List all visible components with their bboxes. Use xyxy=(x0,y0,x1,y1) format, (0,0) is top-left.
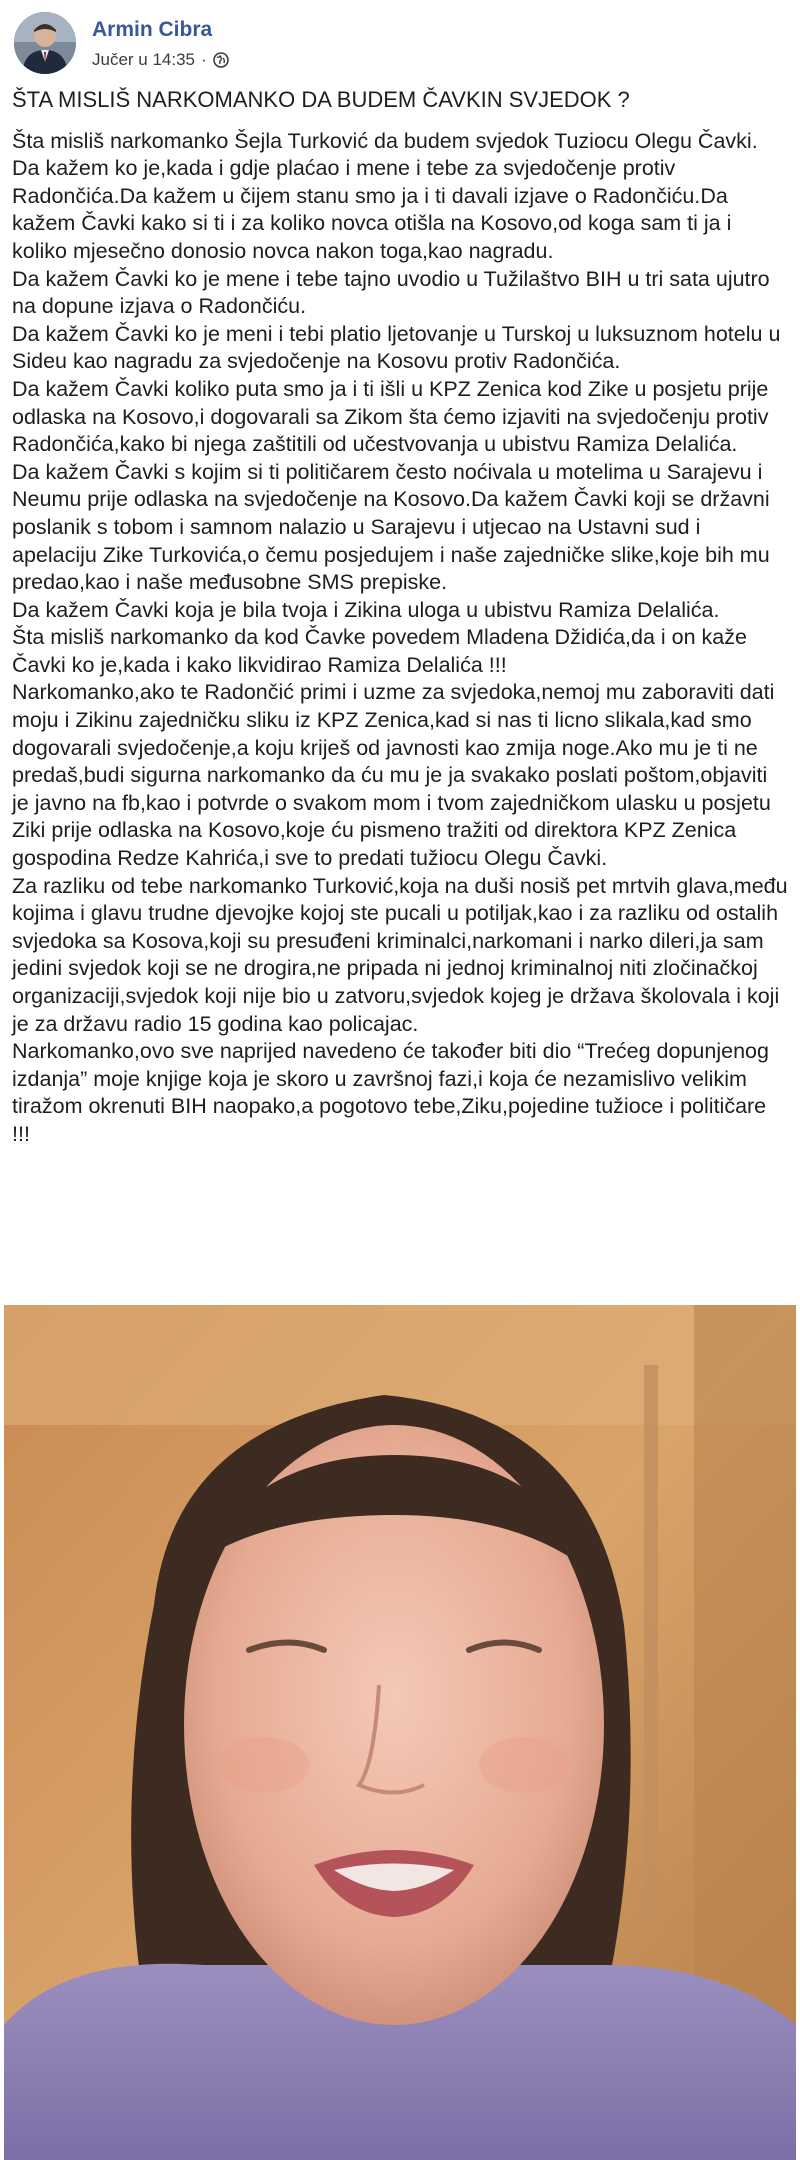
post-paragraph: Šta misliš narkomanko Šejla Turković da budem svjedok Tuziocu Olegu Čavki. xyxy=(12,128,758,153)
post-text xyxy=(12,86,788,1149)
post-paragraph: Narkomanko,ako te Radončić primi i uzme za svjedoka,nemoj mu zaboraviti dati moju i Zikinu zajedničku sliku iz KPZ Zenica,kad si nas ti licno slikala,kad smo dogovarali svjedočenje,a koju kriješ od javnosti kao zmija noge.Ako mu je ti ne predaš,budi sigurna narkomanko da ću mu je ja svakako poslati poštom,objaviti je javno na fb,kao i potvrde o svakom mom i tvom zajedničkom ulasku u posjetu Ziki prije odlaska na Kosovo,koje ću pismeno tražiti od direktora KPZ Zenica gospodina Redze Kahrića,i sve to predati tužiocu Olegu Čavki. xyxy=(12,680,775,871)
globe-icon[interactable] xyxy=(213,52,229,68)
post-timestamp[interactable]: Jučer u 14:35 xyxy=(92,50,196,69)
meta-separator: · xyxy=(201,50,207,69)
post-paragraph: Da kažem Čavki ko je meni i tebi platio ljetovanje u Turskoj u luksuznom hotelu u Sideu kao nagradu za svjedočenje na Kosovu protiv Radončića. xyxy=(12,321,781,374)
post-header xyxy=(14,12,786,74)
post-paragraph: Da kažem ko je,kada i gdje plaćao i mene i tebe za svjedočenje protiv Radončića.Da kažem u čijem stanu smo ja i ti davali izjave o Radončiću.Da kažem Čavki kako si ti i za koliko novca otišla na Kosovo,od koga sam ti ja i koliko mjesečno donosio novca nakon toga,kao nagradu. xyxy=(12,156,732,263)
post-photo[interactable] xyxy=(4,1305,796,2160)
post-paragraph: Da kažem Čavki koliko puta smo ja i ti išli u KPZ Zenica kod Zike u posjetu prije odlaska na Kosovo,i dogovarali sa Zikom šta ćemo izjaviti na svjedočenju protiv Radončića,kako bi njega zaštitili od učestvovanja u ubistvu Ramiza Delalića. xyxy=(12,376,769,457)
post-title: ŠTA MISLIŠ NARKOMANKO DA BUDEM ČAVKIN SVJEDOK ? xyxy=(12,87,630,112)
post-paragraph: Narkomanko,ovo sve naprijed navedeno će također biti dio “Trećeg dopunjenog izdanja” moje knjige koja je skoro u završnoj fazi,i koja će nezamislivo velikim tiražom okrenuti BIH naopako,a pogotovo tebe,Ziku,pojedine tužioce i političare !!! xyxy=(12,1039,769,1146)
post-paragraph: Da kažem Čavki ko je mene i tebe tajno uvodio u Tužilaštvo BIH u tri sata ujutro na dopune izjava o Radončiću. xyxy=(12,266,770,319)
author-avatar[interactable] xyxy=(14,12,76,74)
post-meta xyxy=(92,50,229,70)
post-paragraph: Šta misliš narkomanko da kod Čavke povedem Mladena Džidića,da i on kaže Čavki ko je,kada i kako likvidirao Ramiza Delalića !!! xyxy=(12,625,747,677)
post-paragraph: Da kažem Čavki koja je bila tvoja i Zikina uloga u ubistvu Ramiza Delalića. xyxy=(12,597,720,622)
author-name-link[interactable]: Armin Cibra xyxy=(92,18,213,41)
post-paragraph: Za razliku od tebe narkomanko Turković,koja na duši nosiš pet mrtvih glava,među kojima i glavu trudne djevojke kojoj ste pucali u potiljak,kao i za razliku od ostalih svjedoka sa Kosova,koji su presuđeni kriminalci,narkomani i narko dileri,ja sam jedini svjedok koji se ne drogira,ne pripada ni jednoj kriminalnoj niti zločinačkoj organizaciji,svjedok koji nije bio u zatvoru,svjedok kojeg je država školovala i koji je za državu radio 15 godina kao policajac. xyxy=(12,873,788,1036)
post-paragraph: Da kažem Čavki s kojim si ti političarem često noćivala u motelima u Sarajevu i Neumu prije odlaska na svjedočenje na Kosovo.Da kažem Čavki koji se državni poslanik s tobom i samnom nalazio u Sarajevu i utjecao na Ustavni sud i apelaciju Zike Turkovića,o čemu posjedujem i naše zajedničke slike,koje bih mu predao,kao i naše međusobne SMS prepiske. xyxy=(12,459,770,595)
